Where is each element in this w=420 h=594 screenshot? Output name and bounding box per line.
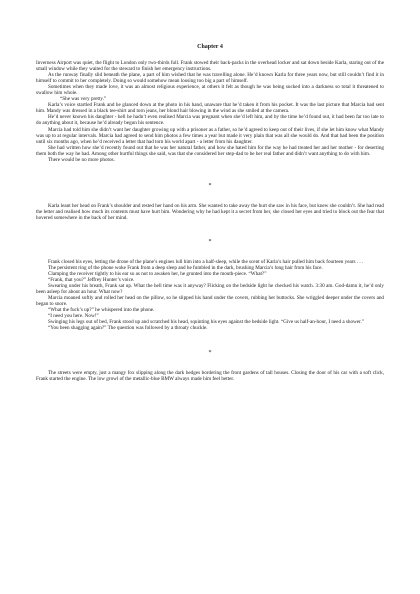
paragraph: Frank closed his eyes, letting the drone of the plane’s engines lull him into a half-sleep, while the scent of Karla’s hair pulled him back fourteen years . . .	[48, 258, 364, 265]
paragraph: “She was very pretty.”	[60, 96, 107, 103]
section-1	[36, 60, 384, 163]
paragraph: Karla’s voice startled Frank and he glanced down at the photo in his hand, unaware that he’d taken it from his pocket. It was the last picture that Marcia had sent him. Mandy was dressed in a black tee-shirt and torn jeans, her blond hair blowing in the wind as she smiled at the camera.	[36, 102, 384, 115]
paragraph: Sometimes when they made love, it was an almost religious experience, at others it felt as though he was being sucked into a darkness so total it threatened to swallow him whole.	[36, 84, 384, 97]
paragraph: Marcia moaned softly and rolled her head on the pillow, so he slipped his hand under the covers, rubbing her buttocks. She wriggled deeper under the covers and began to snore.	[36, 295, 384, 308]
section-4	[36, 370, 384, 382]
paragraph: There would be no more photos.	[48, 156, 115, 163]
paragraph: Swearing under his breath, Frank sat up. What the hell time was it anyway? Flicking on the bedside light he checked his watch. 3:30 am. God-damn it, he’d only been asleep for about an hour. What now?	[36, 283, 384, 296]
section-separator: *	[208, 182, 212, 189]
paragraph: “What the fuck’s up?” he whispered into the phone.	[48, 307, 155, 314]
paragraph: As the runway finally slid beneath the plane, a part of him wished that he was travelling alone. He’d known Karla for three years now, but still couldn’t find it in himself to commit to her completely. Doing so would somehow mean loosing too big a part of himself.	[36, 72, 384, 85]
paragraph: “I need you here. Now!”	[48, 313, 99, 320]
paragraph: He’d never known his daughter - hell he hadn’t even realised Marcia was pregnant when she’d left him, and by the time he’d found out, it had been far too late to do anything about it, because he’d already begun his sentence.	[36, 114, 384, 127]
paragraph: The persistent ring of the phone woke Frank from a deep sleep and he fumbled in the dark, brushing Marcia’s long hair from his face.	[48, 264, 323, 271]
paragraph: Swinging his legs out of bed, Frank stood up and scratched his head, squinting his eyes against the bedside light. “Give us half-an-hour, I need a shower.”	[48, 319, 365, 326]
paragraph: “You been shagging again?” The question was followed by a throaty chuckle.	[48, 325, 208, 332]
paragraph: Inverness Airport was quiet, the flight to London only two-thirds full. Frank stowed their back-packs in the overhead locker and sat down beside Karla, staring out of the small window while they waited for the steward to finish her emergency instructions.	[36, 60, 384, 73]
section-2	[36, 203, 384, 221]
paragraph: She had written how she’d recently found out that he was her natural father, and how she hated him for the way he had treated her and her mother - for deserting them both the way he had. Among other hurtful things she said, was that she considered her step-dad to be her real father and didn’t want anything to do with him.	[36, 144, 384, 157]
section-3	[36, 259, 384, 332]
section-separator: *	[208, 349, 212, 356]
paragraph: Marcia had told him she didn’t want her daughter growing up with a prisoner as a father, so he’d agreed to keep out of their lives, if she let him know what Mandy was up to at regular intervals. Marcia had agreed to send him photos a few times a year but made it very plain that was all she would do. And that had been the position until six months ago, when he’d received a letter that had torn his world apart - a letter from his daughter.	[36, 126, 384, 145]
section-separator: *	[208, 238, 212, 245]
chapter-title: Chapter 4	[197, 44, 223, 50]
paragraph: Karla leant her head on Frank’s shoulder and rested her hand on his arm. She wanted to take away the hurt she saw in his face, but knew she couldn’t. She had read the letter and realised how much its contents must have hurt him. Wondering why he had kept it a secret from her, she closed her eyes and tried to block out the fear that hovered somewhere in the back of her mind.	[36, 202, 384, 221]
paragraph: “Frank, that you?” Jeffrey Hunter’s voice.	[48, 277, 135, 284]
paragraph: Clamping the receiver tightly to his ear so as not to awaken her, he grunted into the mouth-piece. “What?”	[48, 271, 267, 278]
paragraph: The streets were empty, just a mangy fox slipping along the dark hedges bordering the front gardens of tall houses. Closing the door of his car with a soft click, Frank started the engine. The low growl of the metallic-blue BMW always made him feel better.	[36, 369, 384, 382]
